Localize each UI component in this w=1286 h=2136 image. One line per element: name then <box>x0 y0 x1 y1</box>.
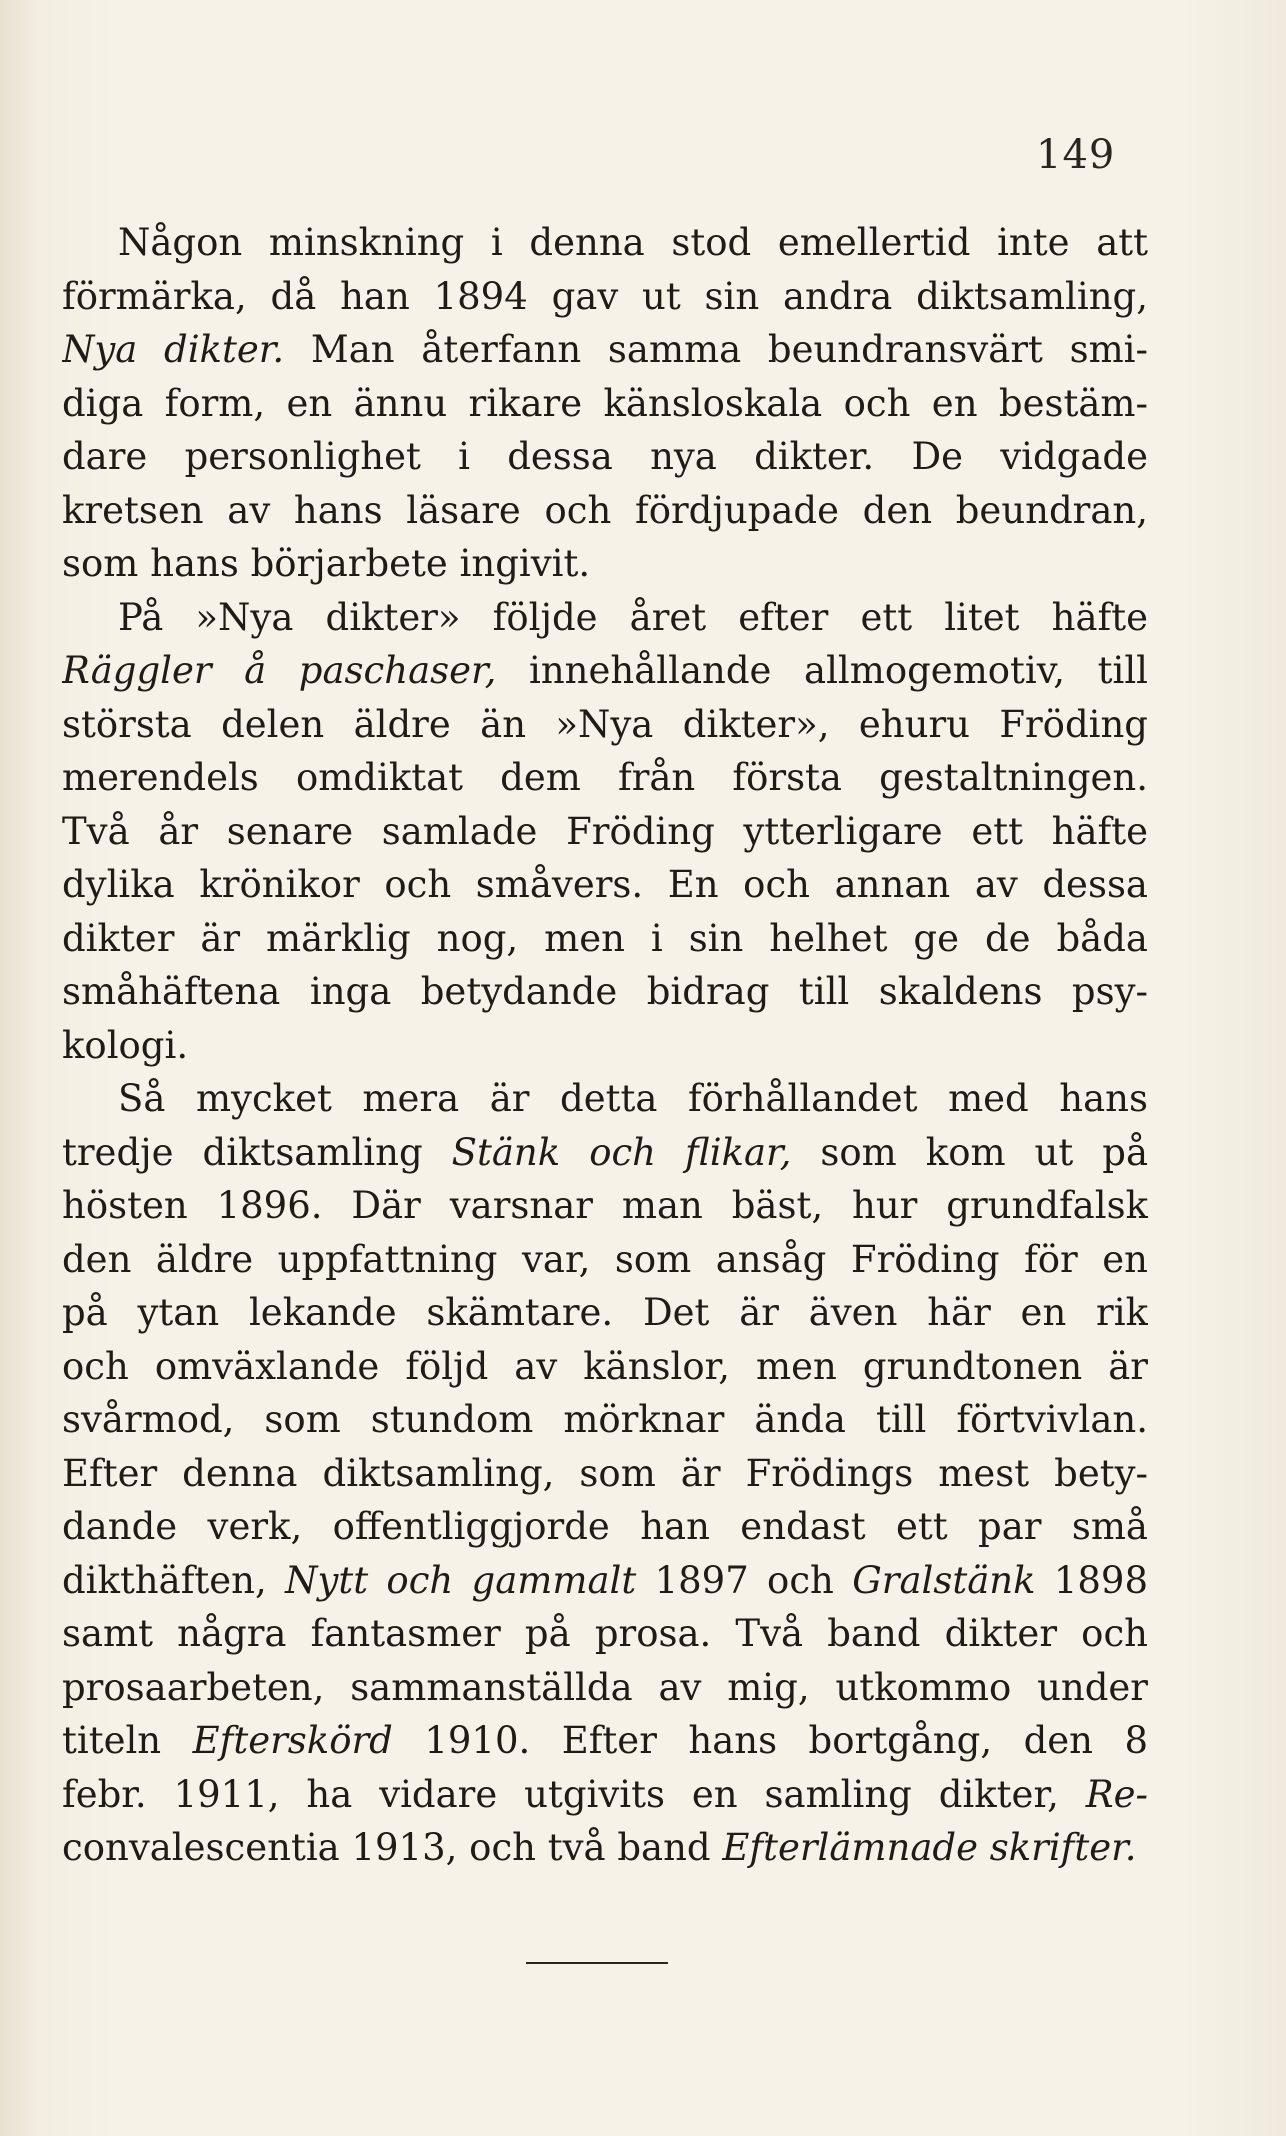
text-line: och omväxlande följd av känslor, men grundtonen är <box>62 1344 1148 1388</box>
text-line: kologi. <box>62 1023 189 1067</box>
text-line: dikter är märklig nog, men i sin helhet ge de båda <box>62 916 1148 960</box>
text-line: Räggler å paschaser, innehållande allmogemotiv, till <box>62 649 1148 692</box>
text-line: prosaarbeten, sammanställda av mig, utkommo under <box>62 1665 1148 1709</box>
text-line: samt några fantasmer på prosa. Två band dikter och <box>62 1612 1148 1655</box>
text-line: febr. 1911, ha vidare utgivits en samling dikter, Re- <box>62 1772 1148 1816</box>
text-line: på ytan lekande skämtare. Det är även här en rik <box>62 1291 1148 1334</box>
body-text <box>62 216 1148 1875</box>
text-line: tredje diktsamling Stänk och flikar, som kom ut på <box>62 1130 1148 1174</box>
text-line: titeln Efterskörd 1910. Efter hans bortgång, den 8 <box>62 1719 1148 1762</box>
text-line: största delen äldre än »Nya dikter», ehuru Fröding <box>62 702 1148 746</box>
text-line: förmärka, då han 1894 gav ut sin andra diktsamling, <box>62 274 1148 318</box>
text-line: På »Nya dikter» följde året efter ett litet häfte <box>118 595 1148 639</box>
text-line: dikthäften, Nytt och gammalt 1897 och Gralstänk 1898 <box>62 1558 1148 1602</box>
text-line: dande verk, offentliggjorde han endast ett par små <box>62 1505 1148 1548</box>
text-line: merendels omdiktat dem från första gestaltningen. <box>62 756 1148 799</box>
text-line: Nya dikter. Man återfann samma beundransvärt smi- <box>62 328 1148 371</box>
text-line: som hans börjarbete ingivit. <box>62 542 591 585</box>
text-line: kretsen av hans läsare och fördjupade den beundran, <box>62 488 1148 532</box>
text-line: Någon minskning i denna stod emellertid inte att <box>118 221 1148 264</box>
text-line: Så mycket mera är detta förhållandet med hans <box>118 1077 1148 1120</box>
text-line: dylika krönikor och småvers. En och annan av dessa <box>62 863 1148 906</box>
text-line: diga form, en ännu rikare känsloskala och en bestäm- <box>62 381 1148 425</box>
text-line: småhäftena inga betydande bidrag till skaldens psy- <box>62 970 1148 1013</box>
text-line: convalescentia 1913, och två band Efterlämnade skrifter. <box>62 1826 1137 1869</box>
text-line: Två år senare samlade Fröding ytterligare ett häfte <box>62 809 1148 853</box>
text-line: Efter denna diktsamling, som är Frödings mest bety- <box>62 1451 1148 1495</box>
section-end-rule <box>526 1962 668 1964</box>
page-number: 149 <box>1036 132 1116 178</box>
text-line: hösten 1896. Där varsnar man bäst, hur grundfalsk <box>62 1184 1148 1227</box>
text-line: svårmod, som stundom mörknar ända till förtvivlan. <box>62 1398 1148 1441</box>
text-line: den äldre uppfattning var, som ansåg Fröding för en <box>62 1237 1148 1281</box>
text-line: dare personlighet i dessa nya dikter. De vidgade <box>62 435 1148 478</box>
